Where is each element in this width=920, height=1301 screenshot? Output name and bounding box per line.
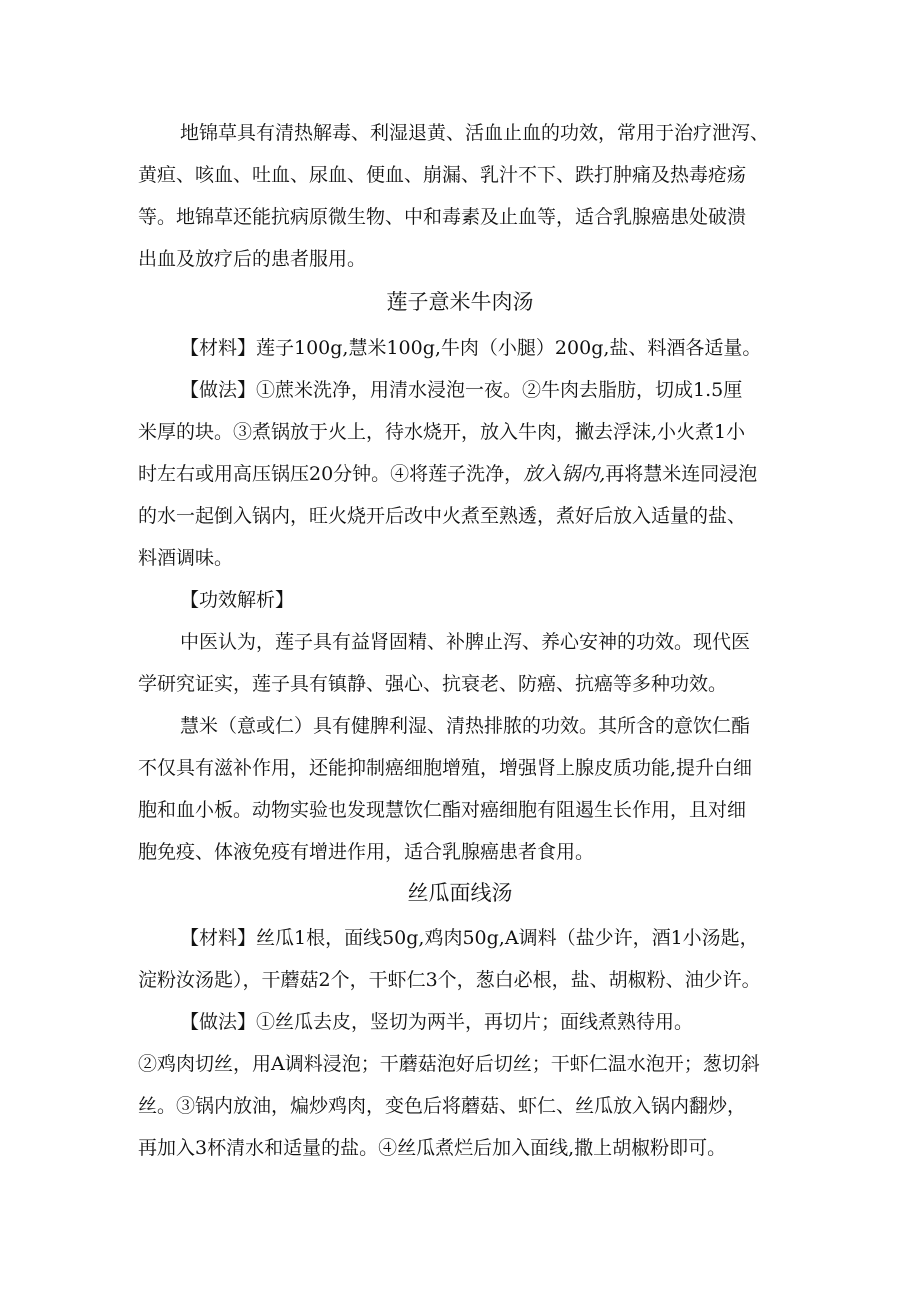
recipe1-para1-line: 学研究证实，莲子具有镇静、强心、抗衰老、防癌、抗癌等多种功效。: [138, 673, 728, 695]
recipe1-method-line: 【做法】①蔗米洗净，用清水浸泡一夜。②牛肉去脂肪，切成1.5厘: [180, 379, 743, 401]
recipe2-title: 丝瓜面线汤: [407, 881, 513, 905]
recipe1-para1-line: 中医认为，莲子具有益肾固精、补脾止泻、养心安神的功效。现代医: [180, 631, 751, 653]
recipe2-materials-line: 【材料】丝瓜1根，面线50g,鸡肉50g,A调料（盐少许，酒1小汤匙，: [180, 927, 759, 949]
recipe2-method-line: 再加入3杯清水和适量的盐。④丝瓜煮烂后加入面线,撒上胡椒粉即可。: [138, 1137, 727, 1159]
recipe2-method-line: ②鸡肉切丝，用A调料浸泡；干蘑菇泡好后切丝；干虾仁温水泡开；葱切斜: [138, 1053, 760, 1075]
recipe1-method-line: 米厚的块。③煮锅放于火上，待水烧开，放入牛肉，撇去浮沫,小火煮1小: [138, 421, 746, 443]
recipe2-method-line: 【做法】①丝瓜去皮，竖切为两半，再切片；面线煮熟待用。: [180, 1011, 694, 1033]
recipe1-materials: 【材料】莲子100g,慧米100g,牛肉（小腿）200g,盐、料酒各适量。: [180, 337, 762, 359]
recipe2-method-line: 丝。③锅内放油，煸炒鸡肉，变色后将蘑菇、虾仁、丝瓜放入锅内翻炒，: [138, 1095, 747, 1117]
recipe1-para2-line: 胞免疫、体液免疫有增进作用，适合乳腺癌患者食用。: [138, 841, 595, 863]
recipe1-method-text: 再将慧米连同浸泡: [605, 463, 758, 485]
recipe2-materials-line: 淀粉汝汤匙），干蘑菇2个，干虾仁3个，葱白必根，盐、胡椒粉、油少许。: [138, 969, 761, 991]
recipe1-method-line: [138, 459, 757, 489]
intro-line: 地锦草具有清热解毒、利湿退黄、活血止血的功效，常用于治疗泄泻、: [180, 122, 770, 144]
intro-line: 出血及放疗后的患者服用。: [138, 248, 367, 270]
recipe1-method-italic: 放入锅内,: [523, 463, 606, 485]
recipe1-analysis-label: 【功效解析】: [180, 589, 295, 611]
recipe1-method-text: 时左右或用高压锅压20分钟。④将莲子洗净，: [138, 463, 524, 485]
recipe1-para2-line: 慧米（意或仁）具有健脾利湿、清热排脓的功效。其所含的意饮仁酯: [180, 715, 751, 737]
recipe1-para2-line: 胞和血小板。动物实验也发现慧饮仁酯对癌细胞有阻遏生长作用，且对细: [138, 799, 747, 821]
recipe1-method-line: 料酒调味。: [138, 547, 234, 569]
intro-line: 等。地锦草还能抗病原微生物、中和毒素及止血等，适合乳腺癌患处破溃: [138, 206, 747, 228]
intro-line: 黄疸、咳血、吐血、尿血、便血、崩漏、乳汁不下、跌打肿痛及热毒疮疡: [138, 164, 747, 186]
recipe1-method-line: 的水一起倒入锅内，旺火烧开后改中火煮至熟透，煮好后放入适量的盐、: [138, 505, 747, 527]
recipe1-title: 莲子意米牛肉汤: [386, 290, 534, 314]
recipe1-para2-line: 不仅具有滋补作用，还能抑制癌细胞增殖，增强肾上腺皮质功能,提升白细: [138, 757, 753, 779]
